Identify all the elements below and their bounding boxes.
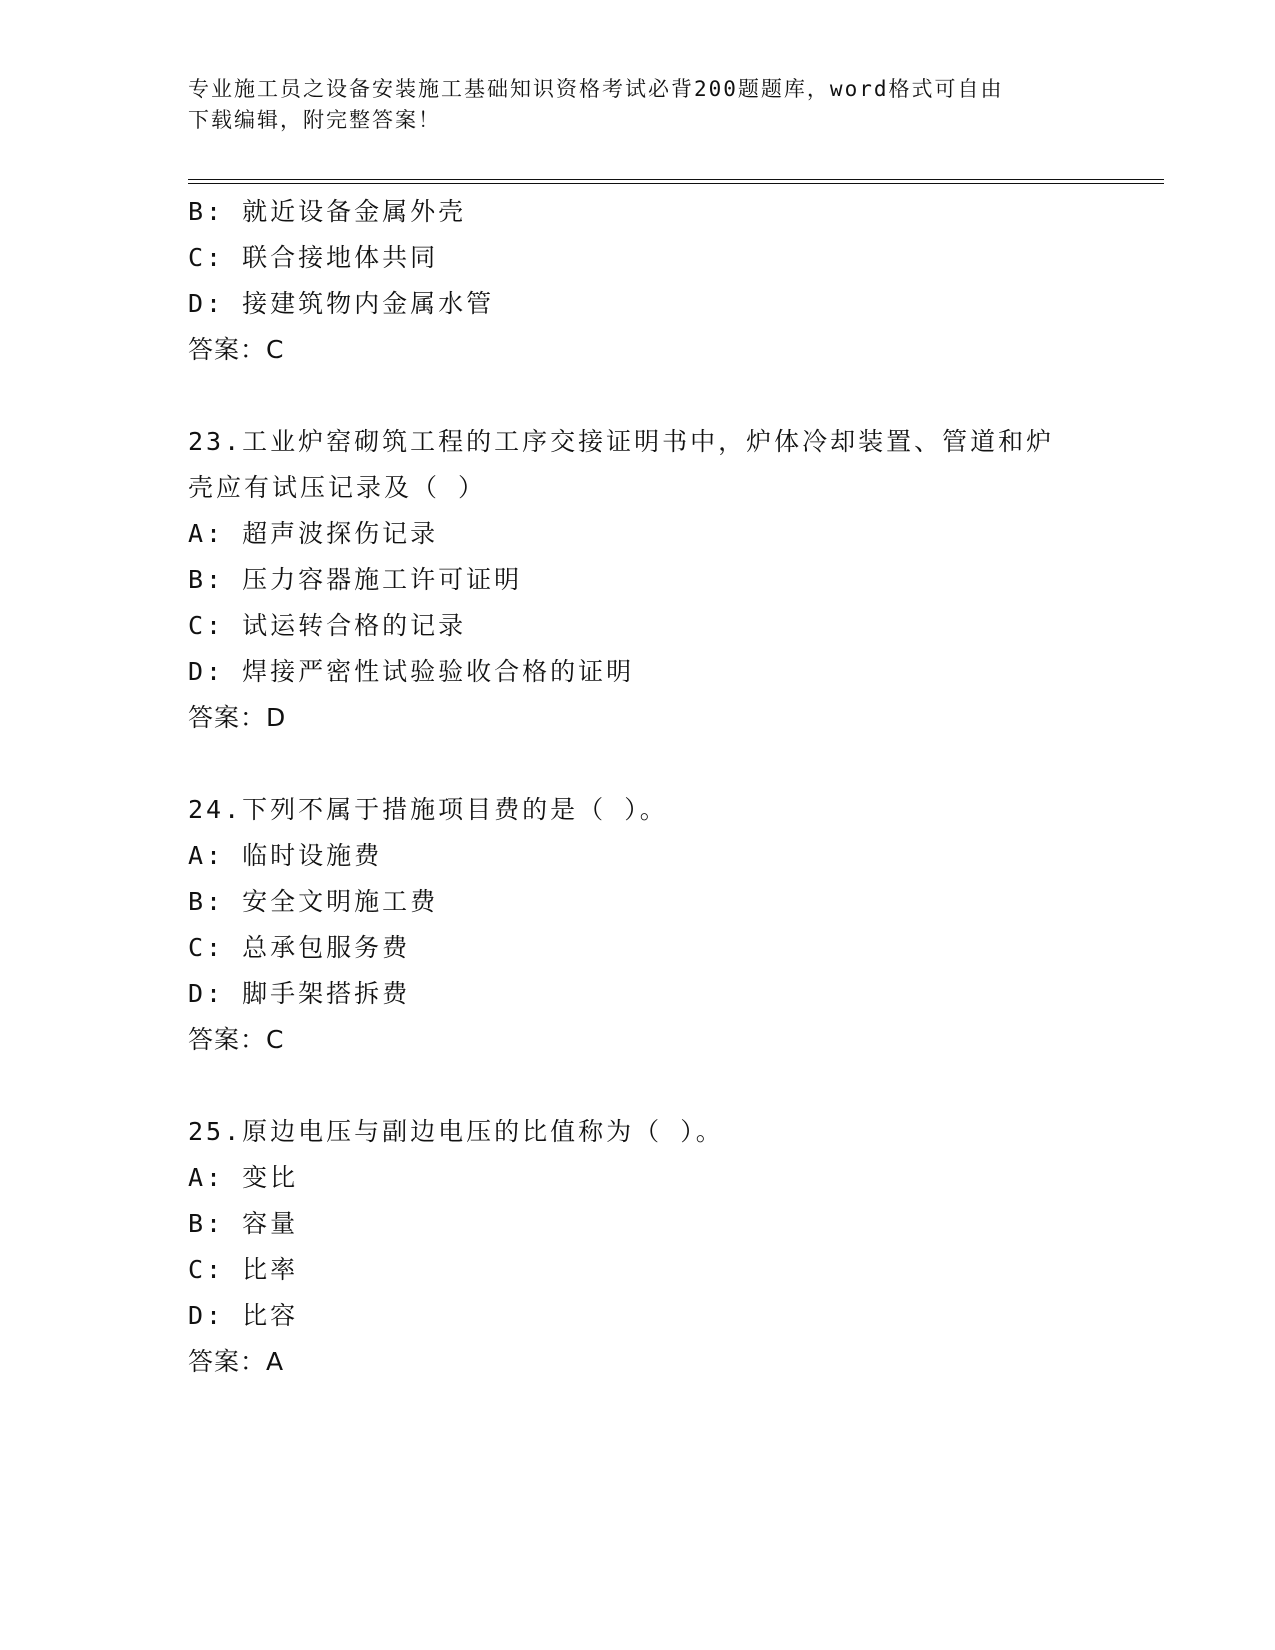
question-list [188, 189, 1088, 1385]
spacer [188, 741, 1088, 787]
question-25 [188, 1109, 1088, 1385]
question-text: 25.原边电压与副边电压的比值称为（ ）。 [188, 1117, 724, 1146]
question-23 [188, 419, 1088, 741]
answer: 答案：D [188, 703, 287, 732]
option-d: D: 焊接严密性试验验收合格的证明 [188, 657, 635, 686]
option-d: D: 脚手架搭拆费 [188, 979, 411, 1008]
header-rule-bottom [188, 183, 1164, 184]
option-a: A: 临时设施费 [188, 841, 383, 870]
question-text: 24.下列不属于措施项目费的是（ ）。 [188, 795, 668, 824]
header-rule-top [188, 179, 1164, 180]
document-header [188, 74, 1088, 136]
answer: 答案：C [188, 1025, 285, 1054]
option-b: B: 压力容器施工许可证明 [188, 565, 523, 594]
option-d: D: 接建筑物内金属水管 [188, 289, 495, 318]
option-c: C: 总承包服务费 [188, 933, 411, 962]
option-a: A: 变比 [188, 1163, 299, 1192]
question-22-tail [188, 189, 1088, 373]
option-c: C: 比率 [188, 1255, 299, 1284]
header-line-2: 下载编辑，附完整答案！ [188, 108, 441, 132]
spacer [188, 373, 1088, 419]
option-a: A: 超声波探伤记录 [188, 519, 439, 548]
question-text-line-2: 壳应有试压记录及（ ） [188, 473, 487, 502]
option-b: B: 就近设备金属外壳 [188, 197, 467, 226]
header-line-1: 专业施工员之设备安装施工基础知识资格考试必背200题题库，word格式可自由 [188, 77, 1004, 101]
spacer [188, 1063, 1088, 1109]
option-d: D: 比容 [188, 1301, 299, 1330]
answer: 答案：C [188, 335, 285, 364]
question-24 [188, 787, 1088, 1063]
option-b: B: 安全文明施工费 [188, 887, 439, 916]
option-c: C: 联合接地体共同 [188, 243, 439, 272]
option-c: C: 试运转合格的记录 [188, 611, 467, 640]
question-text-line-1: 23.工业炉窑砌筑工程的工序交接证明书中，炉体冷却装置、管道和炉 [188, 427, 1055, 456]
answer: 答案：A [188, 1347, 285, 1376]
option-b: B: 容量 [188, 1209, 299, 1238]
